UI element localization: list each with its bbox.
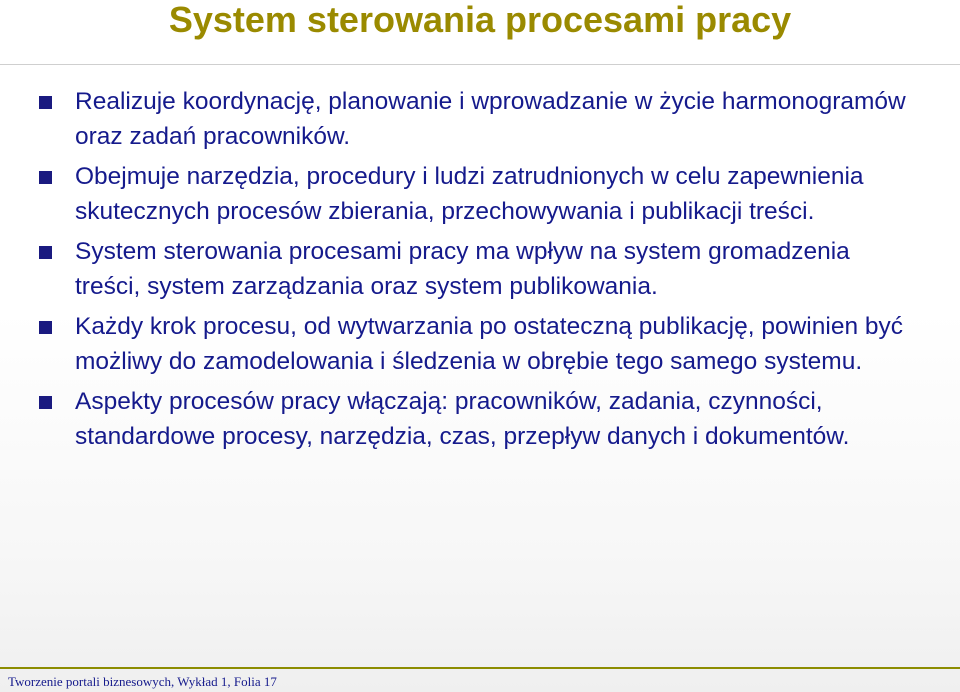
square-bullet-icon (39, 96, 52, 109)
bullet-text: Obejmuje narzędzia, procedury i ludzi zatrudnionych w celu zapewnienia skutecznych procesów zbierania, przechowywania i publikacji treści. (75, 163, 864, 225)
bullet-item (0, 84, 960, 154)
footer-divider (0, 667, 960, 669)
bullet-item (0, 309, 960, 379)
square-bullet-icon (39, 246, 52, 259)
bullet-text: Realizuje koordynację, planowanie i wprowadzanie w życie harmonogramów oraz zadań pracowników. (75, 88, 906, 150)
bullet-item (0, 384, 960, 454)
bullet-text: Każdy krok procesu, od wytwarzania po ostateczną publikację, powinien być możliwy do zamodelowania i śledzenia w obrębie tego samego systemu. (75, 313, 903, 375)
footer-caption: Tworzenie portali biznesowych, Wykład 1, Folia 17 (8, 674, 277, 689)
bullet-item (0, 159, 960, 229)
bullet-item (0, 234, 960, 304)
title-divider (0, 64, 960, 65)
square-bullet-icon (39, 396, 52, 409)
square-bullet-icon (39, 171, 52, 184)
square-bullet-icon (39, 321, 52, 334)
slide-title: System sterowania procesami pracy (168, 0, 792, 40)
bullet-text: Aspekty procesów pracy włączają: pracowników, zadania, czynności, standardowe procesy, narzędzia, czas, przepływ danych i dokumentów. (75, 388, 850, 450)
bullet-text: System sterowania procesami pracy ma wpływ na system gromadzenia treści, system zarządzania oraz system publikowania. (75, 238, 850, 300)
bullet-list (0, 84, 960, 459)
